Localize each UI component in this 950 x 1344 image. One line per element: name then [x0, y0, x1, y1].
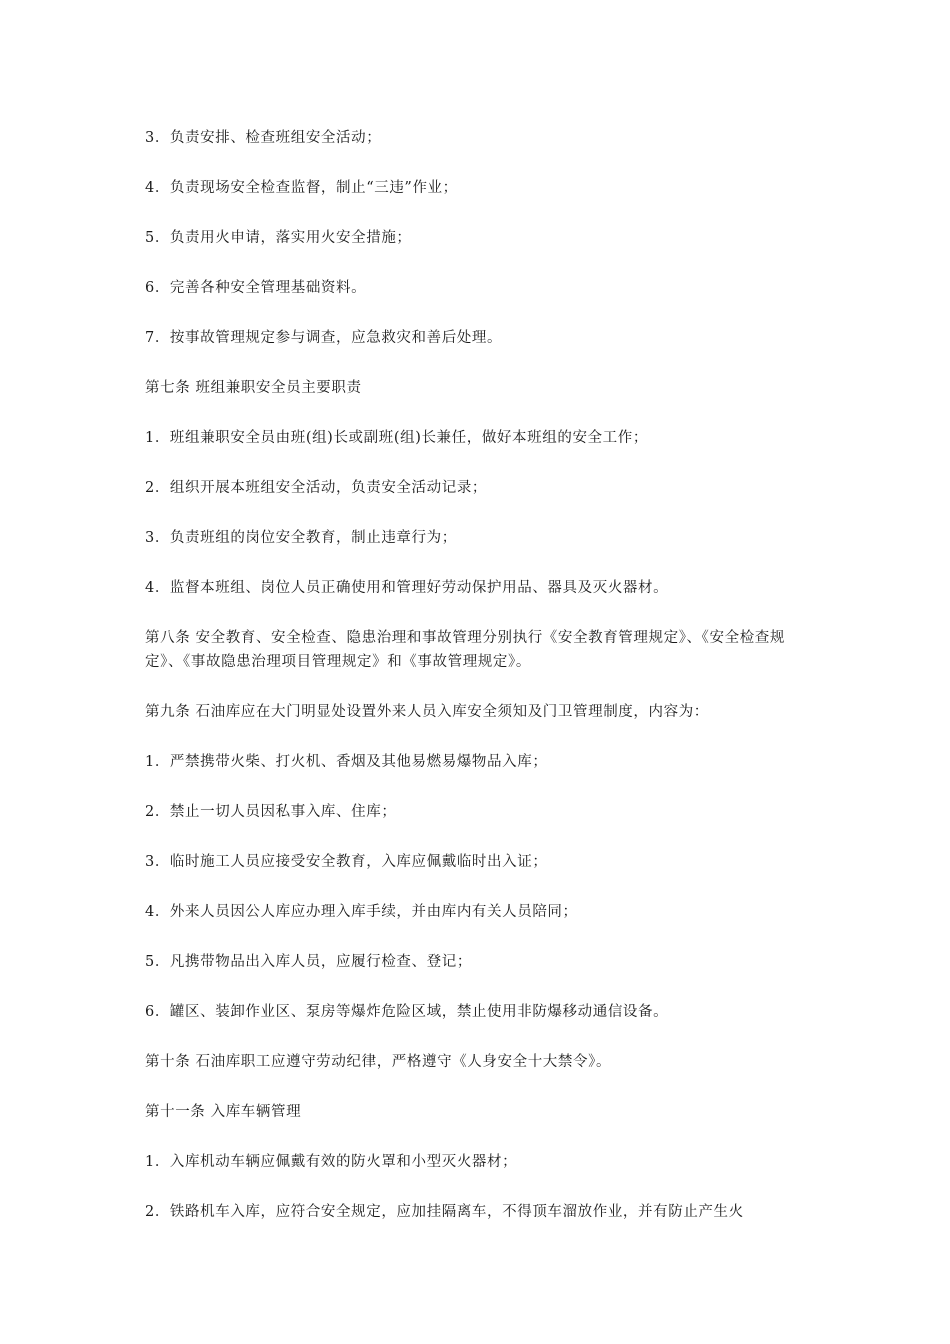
- paragraph-13: 1．严禁携带火柴、打火机、香烟及其他易燃易爆物品入库；: [145, 754, 548, 770]
- paragraph-14: 2．禁止一切人员因私事入库、住库；: [145, 804, 397, 820]
- section-article-8: 第八条 安全教育、安全检查、隐患治理和事故管理分别执行《安全教育管理规定》、《安全检查规定》、《事故隐患治理项目管理规定》和《事故管理规定》。: [145, 630, 786, 670]
- paragraph-22: 2．铁路机车入库，应符合安全规定，应加挂隔离车，不得顶车溜放作业，并有防止产生火: [145, 1204, 744, 1220]
- paragraph-2: 4．负责现场安全检查监督，制止“三违”作业；: [145, 180, 458, 196]
- paragraph-17: 5．凡携带物品出入库人员，应履行检查、登记；: [145, 954, 472, 970]
- paragraph-21: 1．入库机动车辆应佩戴有效的防火罩和小型灭火器材；: [145, 1154, 518, 1170]
- paragraph-1: 3．负责安排、检查班组安全活动；: [145, 130, 382, 146]
- paragraph-7: 1．班组兼职安全员由班(组)长或副班(组)长兼任，做好本班组的安全工作；: [145, 430, 648, 446]
- section-heading-article-7: 第七条 班组兼职安全员主要职责: [145, 380, 362, 396]
- document-page: [145, 126, 810, 1250]
- paragraph-9: 3．负责班组的岗位安全教育，制止违章行为；: [145, 530, 457, 546]
- paragraph-10: 4．监督本班组、岗位人员正确使用和管理好劳动保护用品、器具及灭火器材。: [145, 580, 669, 596]
- paragraph-15: 3．临时施工人员应接受安全教育，入库应佩戴临时出入证；: [145, 854, 548, 870]
- paragraph-4: 6．完善各种安全管理基础资料。: [145, 280, 367, 296]
- section-article-10: 第十条 石油库职工应遵守劳动纪律，严格遵守《人身安全十大禁令》。: [145, 1054, 612, 1070]
- paragraph-18: 6．罐区、装卸作业区、泵房等爆炸危险区域，禁止使用非防爆移动通信设备。: [145, 1004, 669, 1020]
- paragraph-5: 7．按事故管理规定参与调查，应急救灾和善后处理。: [145, 330, 503, 346]
- paragraph-3: 5．负责用火申请，落实用火安全措施；: [145, 230, 412, 246]
- paragraph-8: 2．组织开展本班组安全活动，负责安全活动记录；: [145, 480, 488, 496]
- paragraph-16: 4．外来人员因公人库应办理入库手续，并由库内有关人员陪同；: [145, 904, 578, 920]
- section-heading-article-11: 第十一条 入库车辆管理: [145, 1104, 302, 1120]
- section-article-9: 第九条 石油库应在大门明显处设置外来人员入库安全须知及门卫管理制度，内容为：: [145, 704, 709, 720]
